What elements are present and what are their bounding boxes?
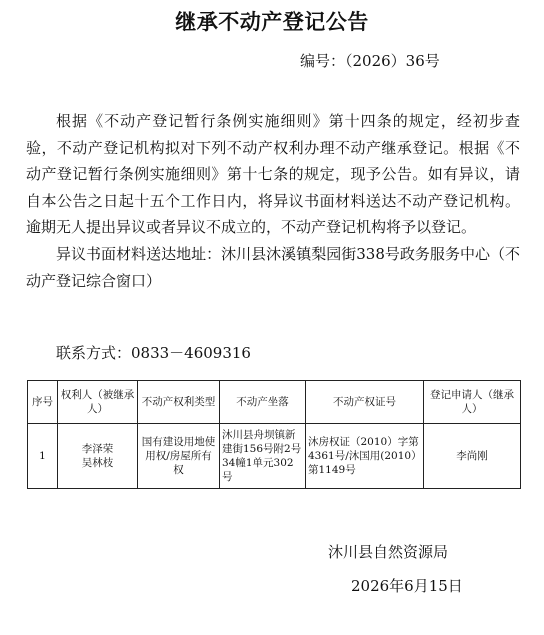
objection-address-paragraph: 异议书面材料送达地址：沐川县沐溪镇梨园街338号政务服务中心（不动产登记综合窗口） (26, 244, 520, 290)
owner-name: 吴林枝 (81, 457, 114, 469)
page-title: 继承不动产登记公告 (175, 10, 369, 34)
cell-location: 沐川县舟坝镇新建街156号附2号34幢1单元302号 (220, 424, 306, 489)
cell-right-type: 国有建设用地使用权/房屋所有权 (138, 424, 220, 489)
property-registry-table (27, 380, 521, 489)
announcement-paragraph: 根据《不动产登记暂行条例实施细则》第十四条的规定，经初步查验，不动产登记机构拟对下列不动产权利办理不动产继承登记。根据《不动产登记暂行条例实施细则》第十七条的规定，现予公告。如有异议，请自本公告之日起十五个工作日内，将异议书面材料送达不动产登记机构。逾期无人提出异议或者异议不成立的，不动产登记机构将予以登记。 (26, 112, 520, 237)
announcement-body (26, 108, 520, 294)
header-certificate: 不动产权证号 (306, 381, 424, 424)
table-row (28, 424, 521, 489)
header-location: 不动产坐落 (220, 381, 306, 424)
issuing-authority: 沐川县自然资源局 (328, 543, 449, 561)
header-applicant: 登记申请人（继承人） (424, 381, 521, 424)
document-number: 编号：（2026）36号 (300, 52, 440, 70)
header-owner: 权利人（被继承人） (58, 381, 138, 424)
owner-name: 李泽荣 (81, 443, 114, 455)
contact-info: 联系方式：0833－4609316 (56, 344, 251, 362)
issue-date: 2026年6月15日 (351, 577, 463, 595)
cell-certificate: 沐房权证（2010）字第4361号/沐国用(2010）第1149号 (306, 424, 424, 489)
header-right-type: 不动产权利类型 (138, 381, 220, 424)
table-header-row (28, 381, 521, 424)
header-seq: 序号 (28, 381, 58, 424)
cell-applicant: 李尚刚 (424, 424, 521, 489)
cell-seq: 1 (28, 424, 58, 489)
cell-owners (58, 424, 138, 489)
